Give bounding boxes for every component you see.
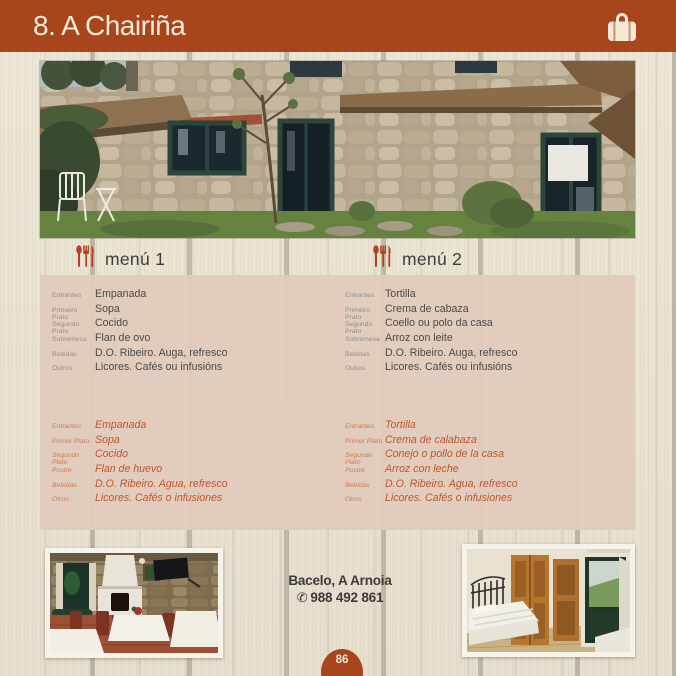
contact-block — [240, 573, 440, 606]
menu-row — [52, 361, 342, 376]
course-value: Crema de calabaza — [385, 433, 477, 446]
menu-row — [52, 317, 342, 336]
menu-row — [52, 448, 342, 467]
menu-row — [52, 419, 342, 434]
page-number: 86 — [335, 654, 349, 666]
course-label: Primeiro Prato — [345, 306, 371, 321]
menu-row — [345, 478, 635, 493]
menu-row — [52, 492, 342, 507]
course-label: Outros — [52, 365, 73, 373]
course-label: Bebidas — [52, 350, 77, 358]
address: Bacelo, A Arnoia — [288, 573, 392, 588]
cutlery-icon — [76, 245, 94, 273]
menu-row — [52, 478, 342, 493]
menu-row — [345, 288, 635, 303]
menu-row — [345, 463, 635, 478]
menu-row — [345, 361, 635, 376]
menu-row — [345, 317, 635, 336]
phone-icon: ✆ — [296, 590, 308, 605]
menu2-title: menú 2 — [402, 248, 463, 269]
menu1-title: menú 1 — [105, 248, 166, 269]
course-value: Flan de ovo — [95, 332, 151, 345]
phone-line — [240, 590, 440, 606]
course-label: Sobremesa — [345, 336, 380, 344]
course-label: Primer Plato — [345, 437, 383, 445]
course-label: Otros — [52, 496, 69, 504]
header-band — [0, 0, 676, 52]
course-label: Postre — [345, 467, 365, 475]
course-value: Cocido — [95, 448, 128, 461]
menu-row — [52, 332, 342, 347]
course-value: Arroz con leche — [385, 463, 459, 476]
course-value: Empanada — [95, 419, 147, 431]
menu1-header — [76, 246, 165, 272]
phone-number: 988 492 861 — [310, 590, 384, 605]
course-value: Licores. Cafés o infusiones — [385, 492, 513, 505]
course-label: Entrantes — [52, 423, 82, 430]
course-label: Bebidas — [345, 481, 370, 489]
menu-row — [345, 347, 635, 362]
course-label: Entrantes — [345, 292, 375, 299]
course-value: Empanada — [95, 288, 147, 300]
course-label: Entrantes — [345, 423, 375, 430]
menu2-spanish-list — [345, 419, 635, 507]
course-value: Licores. Cafés ou infusións — [95, 361, 223, 374]
course-value: Cocido — [95, 317, 128, 330]
course-label: Otros — [345, 496, 362, 504]
menu-row — [52, 288, 342, 303]
menu2-galician-list — [345, 288, 635, 376]
menu1-spanish-list — [52, 419, 342, 507]
menu-row — [345, 448, 635, 467]
page-title: 8. A Chairiña — [33, 10, 186, 41]
menu2-header — [373, 246, 462, 272]
bedroom-photo — [462, 544, 635, 657]
course-value: Crema de cabaza — [385, 302, 469, 315]
menu-row — [52, 347, 342, 362]
course-value: D.O. Ribeiro. Auga, refresco — [385, 346, 518, 359]
course-value: D.O. Ribeiro. Auga, refresco — [95, 346, 228, 359]
menu-row — [345, 419, 635, 434]
course-value: D.O. Ribeiro. Agua, refresco — [385, 477, 518, 490]
course-label: Segundo Prato — [52, 321, 80, 336]
course-value: D.O. Ribeiro. Agua, refresco — [95, 477, 228, 490]
course-value: Flan de huevo — [95, 463, 163, 476]
course-value: Arroz con leite — [385, 332, 453, 345]
menu-row — [345, 492, 635, 507]
course-label: Bebidas — [52, 481, 77, 489]
course-label: Entrantes — [52, 292, 82, 299]
menu-row — [52, 434, 342, 449]
course-label: Primeiro Prato — [52, 306, 78, 321]
menu-row — [52, 302, 342, 321]
cutlery-icon — [373, 245, 391, 273]
course-label: Segundo Plato — [345, 452, 373, 467]
menu1-galician-list — [52, 288, 342, 376]
course-label: Primer Plato — [52, 437, 90, 445]
menu-row — [345, 434, 635, 449]
dining-room-photo — [45, 548, 223, 658]
menu-row — [345, 302, 635, 321]
menu-row — [345, 332, 635, 347]
course-label: Sobremesa — [52, 336, 87, 344]
main-photo-house — [40, 61, 635, 238]
course-label: Segundo Plato — [52, 452, 80, 467]
course-label: Outros — [345, 365, 366, 373]
course-value: Sopa — [95, 433, 120, 446]
course-label: Bebidas — [345, 350, 370, 358]
course-value: Licores. Cafés o infusiones — [95, 492, 223, 505]
course-label: Postre — [52, 467, 72, 475]
page-number-badge — [321, 649, 363, 676]
course-value: Coello ou polo da casa — [385, 317, 493, 330]
course-value: Tortilla — [385, 419, 416, 431]
course-value: Conejo o pollo de la casa — [385, 448, 504, 461]
menu-row — [52, 463, 342, 478]
course-value: Sopa — [95, 302, 120, 315]
course-value: Tortilla — [385, 288, 416, 300]
course-value: Licores. Cafés ou infusións — [385, 361, 513, 374]
suitcase-icon — [608, 11, 636, 47]
course-label: Segundo Prato — [345, 321, 373, 336]
